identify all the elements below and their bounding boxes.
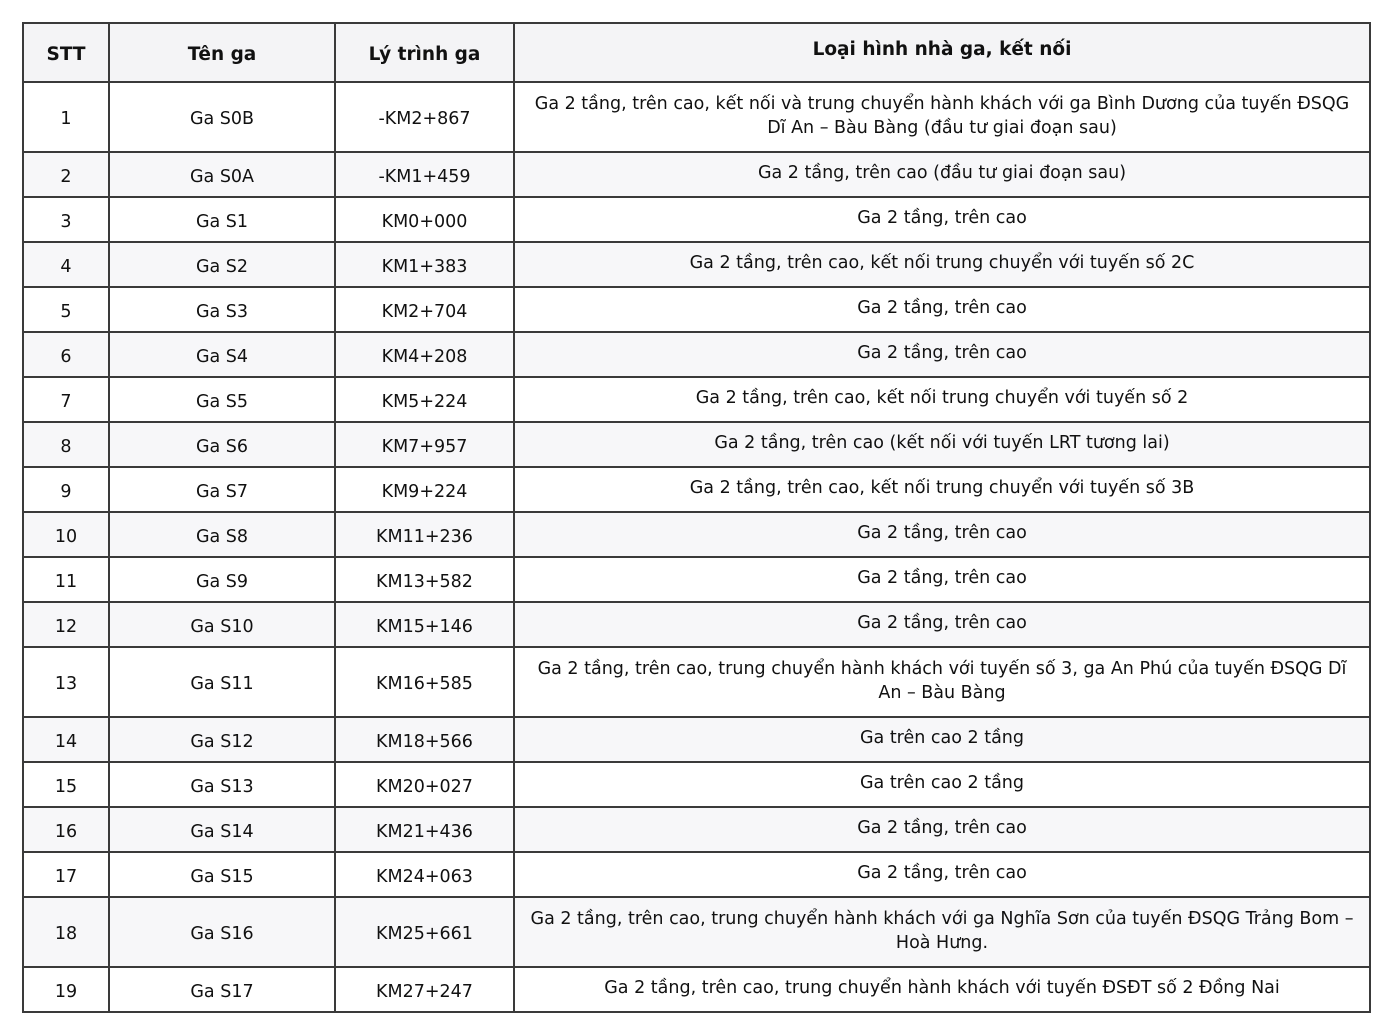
cell-chainage: KM4+208 — [335, 332, 514, 377]
cell-stt: 19 — [23, 967, 109, 1012]
table-row — [23, 422, 1370, 467]
cell-chainage: KM13+582 — [335, 557, 514, 602]
cell-station-name: Ga S10 — [109, 602, 335, 647]
cell-station-type: Ga 2 tầng, trên cao, trung chuyển hành khách với tuyến số 3, ga An Phú của tuyến ĐSQG Dĩ An – Bàu Bàng — [514, 647, 1370, 717]
cell-chainage: -KM2+867 — [335, 82, 514, 152]
cell-stt: 15 — [23, 762, 109, 807]
cell-station-name: Ga S5 — [109, 377, 335, 422]
cell-station-type: Ga 2 tầng, trên cao — [514, 852, 1370, 897]
cell-station-name: Ga S0A — [109, 152, 335, 197]
table-header — [23, 23, 1370, 82]
cell-stt: 16 — [23, 807, 109, 852]
cell-station-type: Ga 2 tầng, trên cao — [514, 197, 1370, 242]
cell-station-name: Ga S14 — [109, 807, 335, 852]
table-row — [23, 762, 1370, 807]
header-station-name: Tên ga — [109, 23, 335, 82]
cell-station-type: Ga 2 tầng, trên cao — [514, 557, 1370, 602]
cell-station-type: Ga 2 tầng, trên cao, kết nối trung chuyển với tuyến số 2 — [514, 377, 1370, 422]
cell-chainage: KM5+224 — [335, 377, 514, 422]
table-row — [23, 852, 1370, 897]
table-row — [23, 242, 1370, 287]
cell-station-name: Ga S16 — [109, 897, 335, 967]
cell-stt: 2 — [23, 152, 109, 197]
cell-station-name: Ga S4 — [109, 332, 335, 377]
cell-station-type: Ga 2 tầng, trên cao (đầu tư giai đoạn sau) — [514, 152, 1370, 197]
table-row — [23, 967, 1370, 1012]
stations-table — [22, 22, 1371, 1013]
cell-station-name: Ga S11 — [109, 647, 335, 717]
cell-chainage: KM16+585 — [335, 647, 514, 717]
table-row — [23, 377, 1370, 422]
cell-station-type: Ga 2 tầng, trên cao, trung chuyển hành khách với tuyến ĐSĐT số 2 Đồng Nai — [514, 967, 1370, 1012]
cell-stt: 17 — [23, 852, 109, 897]
cell-chainage: KM11+236 — [335, 512, 514, 557]
cell-station-type: Ga trên cao 2 tầng — [514, 762, 1370, 807]
cell-chainage: KM20+027 — [335, 762, 514, 807]
cell-chainage: KM0+000 — [335, 197, 514, 242]
table-row — [23, 512, 1370, 557]
cell-chainage: KM9+224 — [335, 467, 514, 512]
cell-station-name: Ga S3 — [109, 287, 335, 332]
cell-chainage: KM24+063 — [335, 852, 514, 897]
cell-station-type: Ga 2 tầng, trên cao, kết nối trung chuyển với tuyến số 3B — [514, 467, 1370, 512]
cell-chainage: KM15+146 — [335, 602, 514, 647]
cell-station-name: Ga S2 — [109, 242, 335, 287]
cell-chainage: KM27+247 — [335, 967, 514, 1012]
cell-chainage: KM25+661 — [335, 897, 514, 967]
cell-station-name: Ga S1 — [109, 197, 335, 242]
cell-stt: 10 — [23, 512, 109, 557]
cell-stt: 6 — [23, 332, 109, 377]
table-row — [23, 82, 1370, 152]
cell-stt: 14 — [23, 717, 109, 762]
cell-station-type: Ga 2 tầng, trên cao, kết nối trung chuyển với tuyến số 2C — [514, 242, 1370, 287]
cell-station-type: Ga 2 tầng, trên cao (kết nối với tuyến LRT tương lai) — [514, 422, 1370, 467]
header-chainage: Lý trình ga — [335, 23, 514, 82]
cell-station-name: Ga S12 — [109, 717, 335, 762]
table-body — [23, 82, 1370, 1012]
cell-stt: 9 — [23, 467, 109, 512]
cell-station-type: Ga 2 tầng, trên cao — [514, 287, 1370, 332]
cell-chainage: KM2+704 — [335, 287, 514, 332]
table-row — [23, 332, 1370, 377]
cell-chainage: KM1+383 — [335, 242, 514, 287]
table-row — [23, 557, 1370, 602]
cell-chainage: KM18+566 — [335, 717, 514, 762]
cell-stt: 7 — [23, 377, 109, 422]
cell-station-name: Ga S15 — [109, 852, 335, 897]
cell-station-name: Ga S13 — [109, 762, 335, 807]
cell-station-type: Ga 2 tầng, trên cao, kết nối và trung chuyển hành khách với ga Bình Dương của tuyến ĐSQG Dĩ An – Bàu Bàng (đầu tư giai đoạn sau) — [514, 82, 1370, 152]
cell-stt: 12 — [23, 602, 109, 647]
table-row — [23, 897, 1370, 967]
cell-station-type: Ga 2 tầng, trên cao — [514, 602, 1370, 647]
cell-stt: 11 — [23, 557, 109, 602]
table-row — [23, 197, 1370, 242]
cell-chainage: KM7+957 — [335, 422, 514, 467]
table-row — [23, 467, 1370, 512]
table-row — [23, 647, 1370, 717]
cell-station-name: Ga S8 — [109, 512, 335, 557]
cell-station-name: Ga S0B — [109, 82, 335, 152]
cell-station-name: Ga S17 — [109, 967, 335, 1012]
table-row — [23, 602, 1370, 647]
table-row — [23, 287, 1370, 332]
table-row — [23, 807, 1370, 852]
cell-stt: 13 — [23, 647, 109, 717]
cell-stt: 8 — [23, 422, 109, 467]
table-row — [23, 152, 1370, 197]
cell-stt: 1 — [23, 82, 109, 152]
cell-stt: 4 — [23, 242, 109, 287]
header-row — [23, 23, 1370, 82]
cell-chainage: KM21+436 — [335, 807, 514, 852]
cell-station-name: Ga S9 — [109, 557, 335, 602]
table-row — [23, 717, 1370, 762]
cell-stt: 5 — [23, 287, 109, 332]
cell-station-type: Ga 2 tầng, trên cao — [514, 807, 1370, 852]
cell-station-type: Ga 2 tầng, trên cao — [514, 332, 1370, 377]
cell-station-type: Ga 2 tầng, trên cao — [514, 512, 1370, 557]
cell-stt: 3 — [23, 197, 109, 242]
cell-chainage: -KM1+459 — [335, 152, 514, 197]
cell-station-type: Ga trên cao 2 tầng — [514, 717, 1370, 762]
cell-station-name: Ga S6 — [109, 422, 335, 467]
cell-station-name: Ga S7 — [109, 467, 335, 512]
cell-stt: 18 — [23, 897, 109, 967]
header-stt: STT — [23, 23, 109, 82]
cell-station-type: Ga 2 tầng, trên cao, trung chuyển hành khách với ga Nghĩa Sơn của tuyến ĐSQG Trảng Bom – Hoà Hưng. — [514, 897, 1370, 967]
header-station-type-connection: Loại hình nhà ga, kết nối — [514, 23, 1370, 82]
